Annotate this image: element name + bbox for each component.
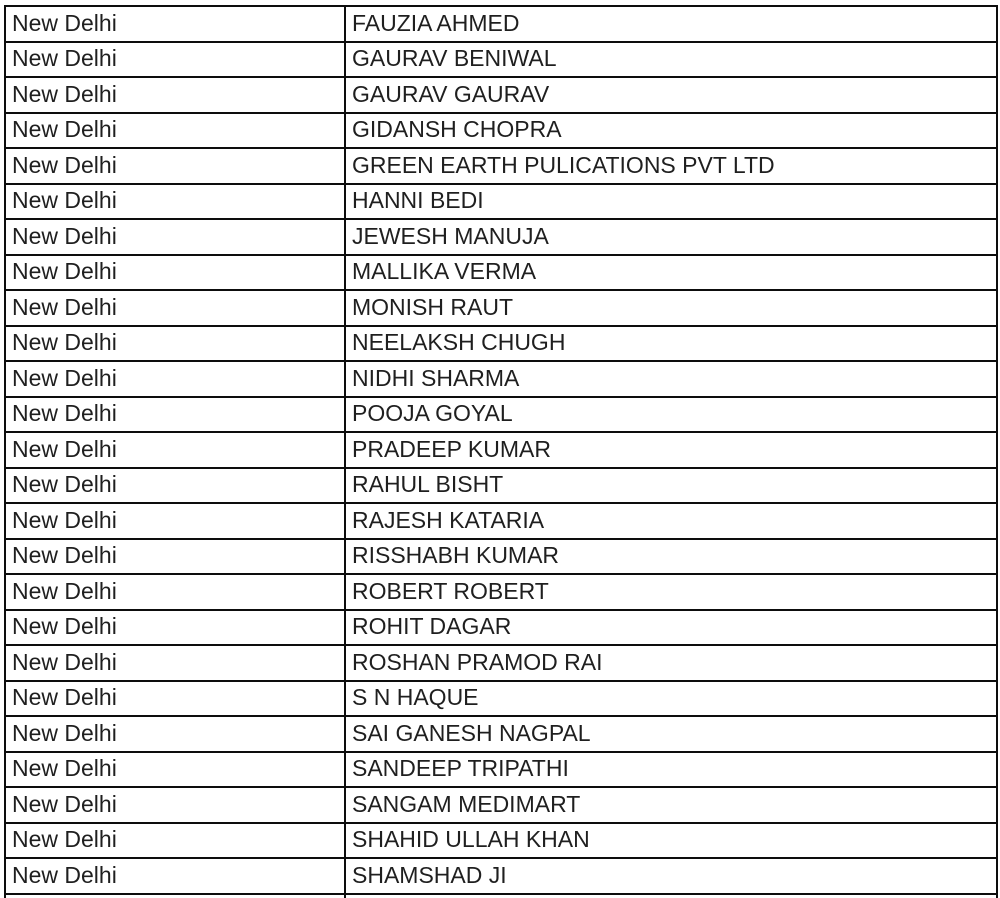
city-cell[interactable]: New Delhi <box>5 290 345 326</box>
city-cell[interactable]: New Delhi <box>5 574 345 610</box>
city-cell[interactable]: New Delhi <box>5 397 345 433</box>
city-cell[interactable]: New Delhi <box>5 432 345 468</box>
name-cell[interactable]: ROSHAN PRAMOD RAI <box>345 645 997 681</box>
table-row <box>5 716 997 752</box>
city-cell[interactable]: New Delhi <box>5 681 345 717</box>
city-cell[interactable]: New Delhi <box>5 6 345 42</box>
city-cell[interactable]: New Delhi <box>5 716 345 752</box>
table-row <box>5 681 997 717</box>
city-cell[interactable]: New Delhi <box>5 361 345 397</box>
table-row <box>5 290 997 326</box>
name-cell[interactable]: GREEN EARTH PULICATIONS PVT LTD <box>345 148 997 184</box>
name-cell[interactable]: MALLIKA VERMA <box>345 255 997 291</box>
table-row <box>5 184 997 220</box>
city-cell[interactable]: New Delhi <box>5 539 345 575</box>
name-cell[interactable]: GIDANSH CHOPRA <box>345 113 997 149</box>
name-cell[interactable]: GAURAV BENIWAL <box>345 42 997 78</box>
table-row <box>5 539 997 575</box>
name-cell[interactable]: JEWESH MANUJA <box>345 219 997 255</box>
table-row <box>5 255 997 291</box>
city-cell[interactable] <box>5 894 345 898</box>
table-row <box>5 397 997 433</box>
city-cell[interactable]: New Delhi <box>5 219 345 255</box>
city-cell[interactable]: New Delhi <box>5 610 345 646</box>
name-cell[interactable]: SAI GANESH NAGPAL <box>345 716 997 752</box>
name-cell[interactable]: SANDEEP TRIPATHI <box>345 752 997 788</box>
name-cell[interactable]: FAUZIA AHMED <box>345 6 997 42</box>
data-table <box>4 5 998 898</box>
city-cell[interactable]: New Delhi <box>5 823 345 859</box>
table-row <box>5 113 997 149</box>
name-cell[interactable]: SHAMSHAD JI <box>345 858 997 894</box>
name-cell[interactable]: ROHIT DAGAR <box>345 610 997 646</box>
table-row <box>5 42 997 78</box>
city-cell[interactable]: New Delhi <box>5 326 345 362</box>
name-cell[interactable]: NEELAKSH CHUGH <box>345 326 997 362</box>
name-cell[interactable]: RAJESH KATARIA <box>345 503 997 539</box>
table-row <box>5 6 997 42</box>
table-row <box>5 361 997 397</box>
table-row <box>5 858 997 894</box>
name-cell[interactable]: PRADEEP KUMAR <box>345 432 997 468</box>
city-cell[interactable]: New Delhi <box>5 787 345 823</box>
city-cell[interactable]: New Delhi <box>5 468 345 504</box>
table-body <box>5 6 997 898</box>
city-cell[interactable]: New Delhi <box>5 77 345 113</box>
table-row <box>5 468 997 504</box>
name-cell[interactable]: RAHUL BISHT <box>345 468 997 504</box>
table-row <box>5 148 997 184</box>
table-row <box>5 219 997 255</box>
table-row-partial <box>5 894 997 898</box>
city-cell[interactable]: New Delhi <box>5 752 345 788</box>
table-row <box>5 432 997 468</box>
name-cell[interactable]: POOJA GOYAL <box>345 397 997 433</box>
table-row <box>5 77 997 113</box>
name-cell[interactable]: NIDHI SHARMA <box>345 361 997 397</box>
city-cell[interactable]: New Delhi <box>5 645 345 681</box>
name-cell[interactable]: SANGAM MEDIMART <box>345 787 997 823</box>
city-cell[interactable]: New Delhi <box>5 255 345 291</box>
table-row <box>5 610 997 646</box>
city-cell[interactable]: New Delhi <box>5 148 345 184</box>
name-cell[interactable]: MONISH RAUT <box>345 290 997 326</box>
city-cell[interactable]: New Delhi <box>5 858 345 894</box>
name-cell[interactable]: ROBERT ROBERT <box>345 574 997 610</box>
name-cell[interactable]: S N HAQUE <box>345 681 997 717</box>
city-cell[interactable]: New Delhi <box>5 113 345 149</box>
table-row <box>5 787 997 823</box>
table-row <box>5 752 997 788</box>
table-row <box>5 823 997 859</box>
name-cell[interactable] <box>345 894 997 898</box>
city-cell[interactable]: New Delhi <box>5 42 345 78</box>
table-row <box>5 503 997 539</box>
table-row <box>5 574 997 610</box>
name-cell[interactable]: GAURAV GAURAV <box>345 77 997 113</box>
name-cell[interactable]: HANNI BEDI <box>345 184 997 220</box>
city-cell[interactable]: New Delhi <box>5 184 345 220</box>
table-row <box>5 645 997 681</box>
city-cell[interactable]: New Delhi <box>5 503 345 539</box>
table-row <box>5 326 997 362</box>
name-cell[interactable]: SHAHID ULLAH KHAN <box>345 823 997 859</box>
name-cell[interactable]: RISSHABH KUMAR <box>345 539 997 575</box>
